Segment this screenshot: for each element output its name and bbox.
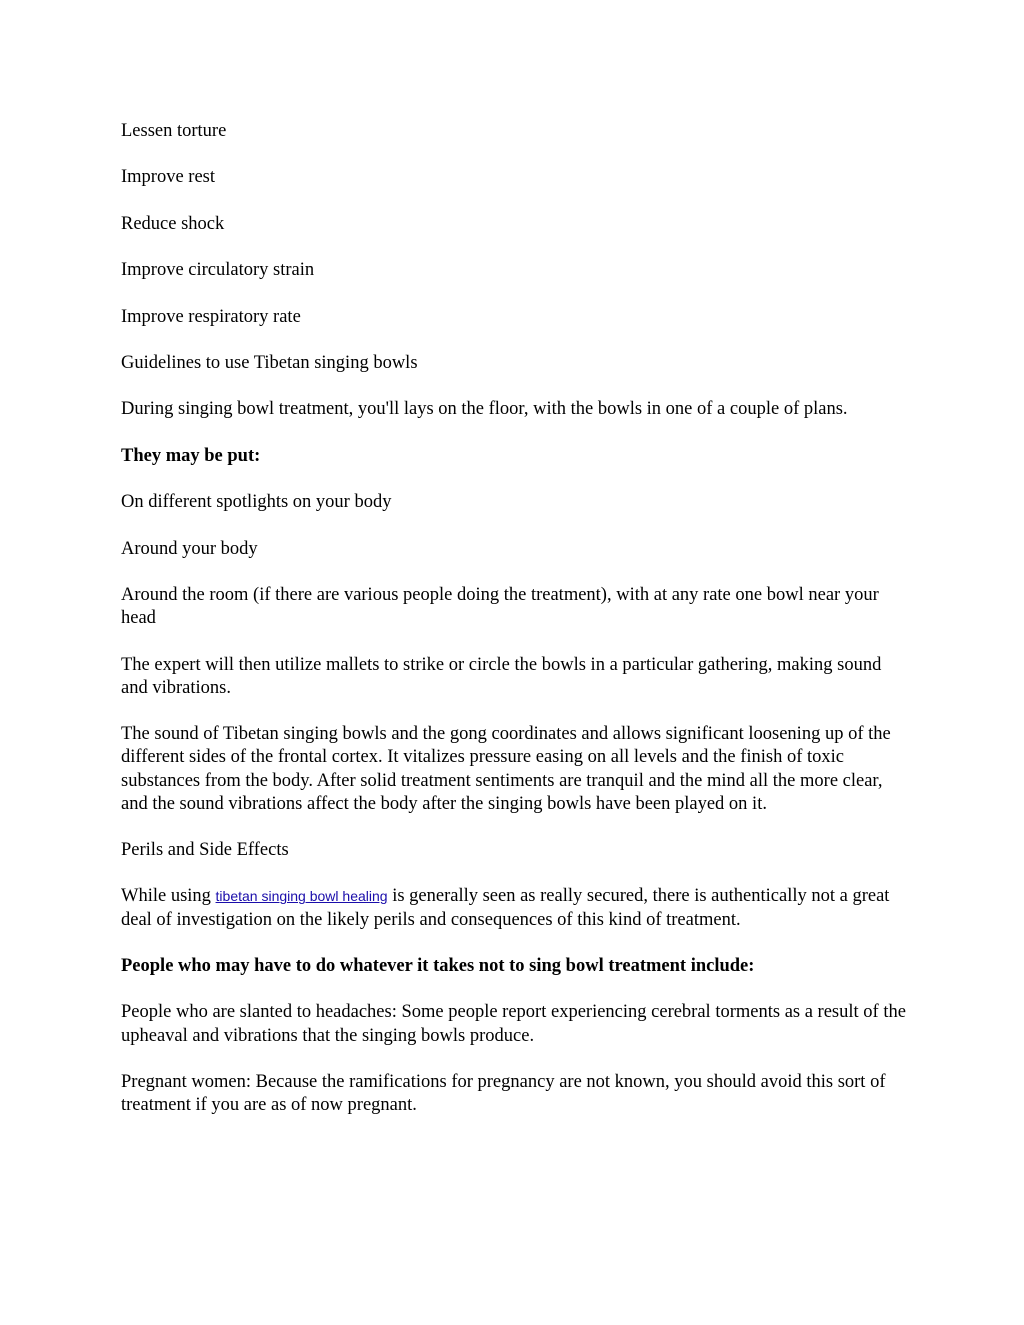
paragraph-safety [121,885,911,931]
list-item-around-room: Around the room (if there are various people doing the treatment), with at any rate one bowl near your head [121,584,879,629]
list-item-improve-rest: Improve rest [121,167,216,188]
safety-text-after: is generally seen as really secured, there is authentically not a great deal of investigation on the likely perils and consequences of this kind of treatment. [121,886,890,930]
list-item-lessen-torture: Lessen torture [121,121,227,141]
section-heading-perils: Perils and Side Effects [121,840,289,861]
section-heading-guidelines: Guidelines to use Tibetan singing bowls [121,352,418,373]
bold-heading-who-should-avoid: People who may have to do whatever it takes not to sing bowl treatment include: [121,956,755,977]
paragraph-pregnant-women: Pregnant women: Because the ramifications for pregnancy are not known, you should avoid this sort of treatment if you are as of now pregnant. [121,1072,886,1116]
document-page [121,120,911,1141]
paragraph-headaches: People who are slanted to headaches: Some people report experiencing cerebral torments as a result of the upheaval and vibrations that the singing bowls produce. [121,1002,906,1046]
list-item-improve-respiratory-rate: Improve respiratory rate [121,306,301,327]
tibetan-singing-bowl-healing-link[interactable]: tibetan singing bowl healing [215,888,388,905]
list-item-around-body: Around your body [121,538,258,559]
safety-text-before: While using [121,886,216,907]
list-item-improve-circulatory-strain: Improve circulatory strain [121,260,315,281]
paragraph-sound-effects: The sound of Tibetan singing bowls and the gong coordinates and allows significant loosening up of the different sides of the frontal cortex. It vitalizes pressure easing on all levels and the finish of toxic substances from the body. After solid treatment sentiments are tranquil and the mind all the more clear, and the sound vibrations affect the body after the singing bowls have been played on it. [121,724,891,814]
paragraph-treatment-intro: During singing bowl treatment, you'll lays on the floor, with the bowls in one of a couple of plans. [121,399,848,420]
paragraph-expert-mallets: The expert will then utilize mallets to strike or circle the bowls in a particular gathering, making sound and vibrations. [121,654,882,698]
list-item-reduce-shock: Reduce shock [121,213,225,234]
list-item-spotlights: On different spotlights on your body [121,492,392,513]
bold-heading-placement: They may be put: [121,445,261,466]
